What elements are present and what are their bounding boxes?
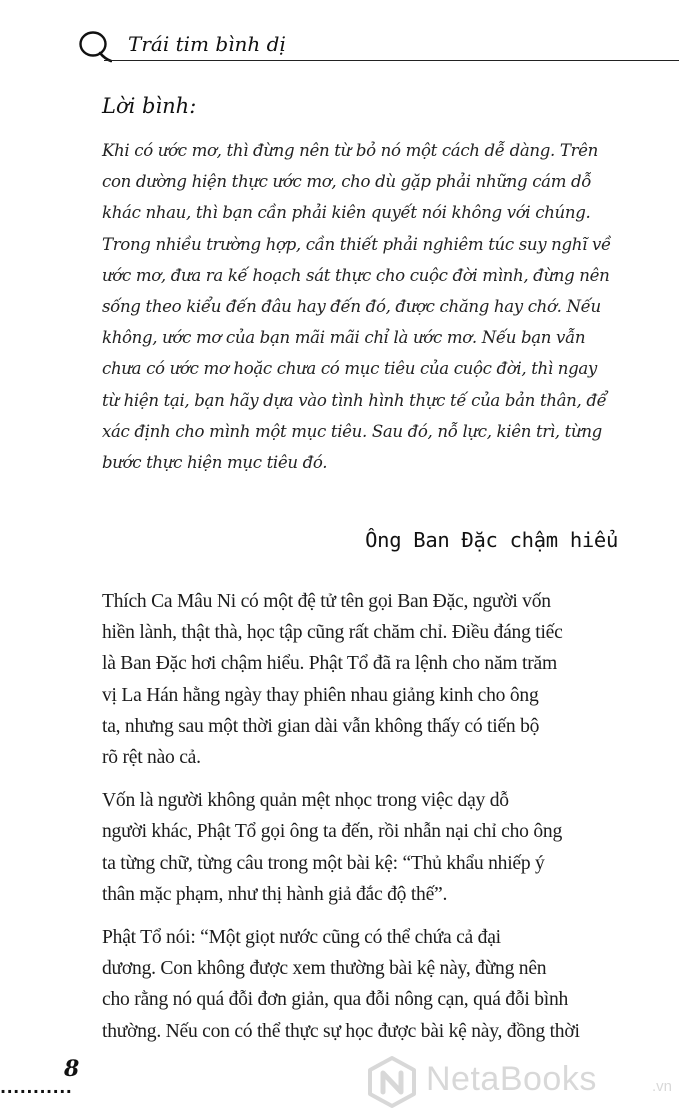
comment-line: bước thực hiện mục tiêu đó. xyxy=(102,453,328,473)
netabooks-logo-icon xyxy=(366,1056,418,1108)
comment-line: Khi có ước mơ, thì đừng nên từ bỏ nó một cách dễ dàng. Trên xyxy=(102,141,598,160)
comment-line: chưa có ước mơ hoặc chưa có mục tiêu của cuộc đời, thì ngay xyxy=(102,359,597,379)
story-line: thân mặc phạm, như thị hành giả đắc độ thế”. xyxy=(102,883,448,905)
story-line: Vốn là người không quản mệt nhọc trong việc dạy dỗ xyxy=(102,790,509,812)
story-line: rõ rệt nào cả. xyxy=(102,747,201,769)
running-header xyxy=(78,28,678,68)
story-body xyxy=(102,586,620,1059)
story-line: cho rằng nó quá đỗi đơn giản, qua đỗi nông cạn, quá đỗi bình xyxy=(102,989,569,1011)
watermark-brand: NetaBooks xyxy=(426,1060,597,1098)
story-line: vị La Hán hằng ngày thay phiên nhau giảng kinh cho ông xyxy=(102,684,539,706)
story-line: dương. Con không được xem thường bài kệ này, đừng nên xyxy=(102,958,547,980)
section-title: Ông Ban Đặc chậm hiểu xyxy=(365,528,618,552)
story-line: ta, nhưng sau một thời gian dài vẫn không thấy có tiến bộ xyxy=(102,715,540,737)
story-line: hiền lành, thật thà, học tập cũng rất chăm chỉ. Điều đáng tiếc xyxy=(102,622,563,644)
comment-line: xác định cho mình một mục tiêu. Sau đó, nỗ lực, kiên trì, từng xyxy=(102,421,602,441)
watermark-suffix: .vn xyxy=(652,1078,673,1095)
comment-line: không, ước mơ của bạn mãi mãi chỉ là ước mơ. Nếu bạn vẫn xyxy=(102,328,586,348)
comment-heading: Lời bình: xyxy=(102,94,197,118)
header-rule xyxy=(104,60,679,61)
comment-line: sống theo kiểu đến đâu hay đến đó, được chăng hay chớ. Nếu xyxy=(102,297,601,317)
story-paragraph xyxy=(102,922,620,1047)
comment-line: con dường hiện thực ước mơ, cho dù gặp phải những cám dỗ xyxy=(102,172,592,192)
story-line: thường. Nếu con có thể thực sự học được bài kệ này, đồng thời xyxy=(102,1020,580,1042)
search-icon xyxy=(78,30,112,64)
story-line: Phật Tổ nói: “Một giọt nước cũng có thể chứa cả đại xyxy=(102,927,501,949)
story-paragraph xyxy=(102,586,620,773)
watermark xyxy=(366,1052,696,1112)
story-line: là Ban Đặc hơi chậm hiểu. Phật Tổ đã ra lệnh cho năm trăm xyxy=(102,653,557,675)
page-footer xyxy=(0,1052,700,1120)
page-number: 8 xyxy=(64,1056,80,1082)
comment-line: ước mơ, đưa ra kế hoạch sát thực cho cuộc đời mình, đừng nên xyxy=(102,265,610,285)
story-paragraph xyxy=(102,785,620,910)
book-title: Trái tim bình dị xyxy=(128,32,286,56)
story-line: người khác, Phật Tổ gọi ông ta đến, rồi nhẫn nại chỉ cho ông xyxy=(102,821,562,843)
comment-line: khác nhau, thì bạn cần phải kiên quyết nói không với chúng. xyxy=(102,203,591,223)
comment-paragraph xyxy=(102,135,620,478)
comment-line: từ hiện tại, bạn hãy dựa vào tình hình thực tế của bản thân, để xyxy=(102,390,607,410)
story-line: Thích Ca Mâu Ni có một đệ tử tên gọi Ban Đặc, người vốn xyxy=(102,591,551,612)
comment-line: Trong nhiều trường hợp, cần thiết phải nghiêm túc suy nghĩ về xyxy=(102,234,611,254)
story-line: ta từng chữ, từng câu trong một bài kệ: “Thủ khẩu nhiếp ý xyxy=(102,852,545,874)
footer-dots: ........... xyxy=(0,1078,73,1097)
